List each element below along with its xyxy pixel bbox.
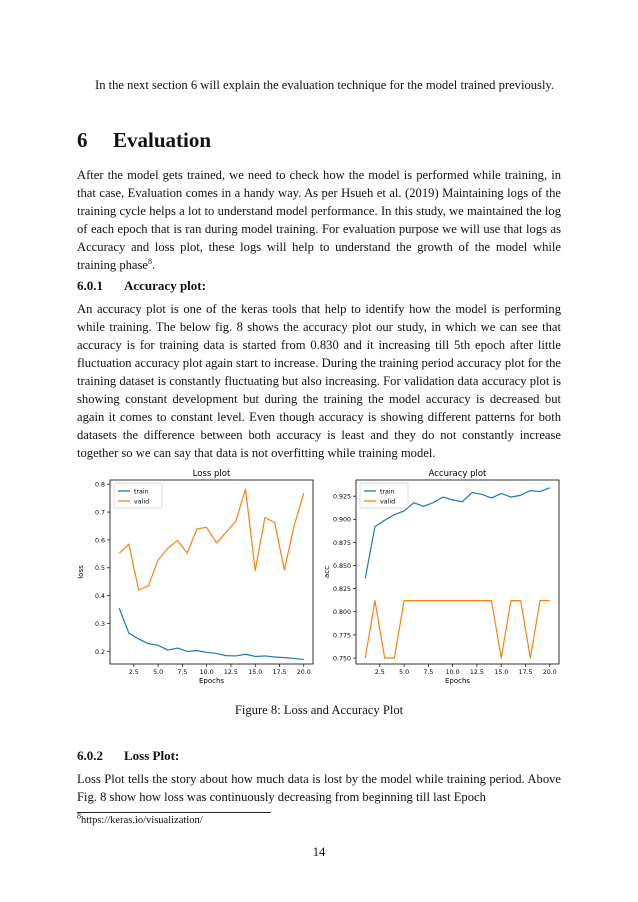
accuracy-x-tick-label: 17.5 — [518, 669, 533, 676]
accuracy-legend-label-valid: valid — [380, 498, 396, 506]
loss-x-tick-label: 15.0 — [248, 669, 263, 676]
loss-accuracy-figure — [77, 466, 561, 696]
loss-x-tick-label: 5.0 — [153, 669, 164, 676]
footnote-link[interactable]: https://keras.io/visualization/ — [81, 815, 203, 826]
loss-chart — [77, 469, 313, 685]
loss-y-tick-label: 0.3 — [94, 620, 105, 628]
subsection-heading-accuracy — [77, 278, 206, 294]
accuracy-y-tick-label: 0.850 — [332, 562, 351, 570]
footnote-number: 8 — [77, 811, 81, 821]
section-paragraph-text: After the model gets trained, we need to check how the model is performed while training, in that case, Evaluation comes in a handy way. As per Hsueh et al. (2019) Maintaining logs of the training cycle helps a lot to understand model performance. In this study, we maintained the log of each epoch that is ran during model training. For evaluation purpose we will use that logs as Accuracy and loss plot, these logs will help to understand the growth of the model while training phase — [77, 168, 561, 272]
accuracy-chart — [323, 469, 559, 685]
loss-x-tick-label: 12.5 — [223, 669, 238, 676]
subsection-number: 6.0.1 — [77, 278, 103, 293]
accuracy-y-tick-label: 0.925 — [332, 493, 351, 501]
loss-x-axis-label: Epochs — [198, 677, 225, 685]
accuracy-x-axis-label: Epochs — [444, 677, 471, 685]
footnote-rule — [77, 812, 271, 813]
subsection-heading-loss — [77, 748, 179, 764]
accuracy-paragraph: An accuracy plot is one of the keras tools that help to identify how the model is performing while training. The below fig. 8 shows the accuracy plot our study, in which we can see that accuracy is for training data is started from 0.830 and it increasing till 5th epoch after little fluctuation accuracy plot again start to increase. During the training period accuracy plot for the training dataset is constantly fluctuating but also increasing. For validation data accuracy plot is showing constant development but during the training the model accuracy is decreased but again it comes to constant level. Even though accuracy is showing different patterns for both datasets the difference between both accuracy is least and they do not constantly increase together so we can say that data is not overfitting while training model. — [77, 302, 561, 460]
loss-y-tick-label: 0.8 — [94, 481, 105, 489]
loss-y-tick-label: 0.4 — [94, 593, 105, 601]
loss-legend-label-train: train — [134, 488, 149, 496]
section-title: Evaluation — [113, 128, 212, 152]
section-number: 6 — [77, 128, 88, 152]
accuracy-x-tick-label: 20.0 — [542, 669, 557, 676]
figure-8 — [77, 466, 561, 701]
accuracy-y-tick-label: 0.800 — [332, 609, 351, 617]
accuracy-x-tick-label: 15.0 — [494, 669, 509, 676]
accuracy-y-tick-label: 0.900 — [332, 516, 351, 524]
page-number: 14 — [312, 845, 326, 859]
figure-caption: Figure 8: Loss and Accuracy Plot — [234, 703, 404, 717]
accuracy-y-tick-label: 0.750 — [332, 655, 351, 663]
loss-x-tick-label: 10.0 — [199, 669, 214, 676]
accuracy-x-tick-label: 10.0 — [445, 669, 460, 676]
loss-y-axis-label: loss — [77, 565, 85, 579]
loss-x-tick-label: 20.0 — [296, 669, 311, 676]
loss-y-tick-label: 0.5 — [94, 565, 105, 573]
accuracy-x-tick-label: 2.5 — [374, 669, 385, 676]
intro-paragraph: In the next section 6 will explain the evaluation technique for the model trained previously. — [95, 78, 555, 92]
loss-y-tick-label: 0.2 — [94, 648, 105, 656]
accuracy-x-tick-label: 7.5 — [423, 669, 434, 676]
accuracy-x-tick-label: 12.5 — [469, 669, 484, 676]
accuracy-x-tick-label: 5.0 — [399, 669, 410, 676]
accuracy-y-tick-label: 0.875 — [332, 539, 351, 547]
loss-y-tick-label: 0.7 — [94, 509, 105, 517]
section-heading — [77, 128, 211, 153]
footnote — [77, 811, 203, 826]
loss-x-tick-label: 17.5 — [272, 669, 287, 676]
subsection-number: 6.0.2 — [77, 748, 103, 763]
loss-x-tick-label: 2.5 — [128, 669, 139, 676]
accuracy-y-tick-label: 0.825 — [332, 586, 351, 594]
loss-x-tick-label: 7.5 — [177, 669, 188, 676]
loss-chart-title: Loss plot — [192, 469, 231, 479]
accuracy-legend-label-train: train — [380, 488, 395, 496]
accuracy-y-tick-label: 0.775 — [332, 632, 351, 640]
accuracy-chart-title: Accuracy plot — [428, 469, 487, 479]
subsection-title: Loss Plot: — [124, 748, 180, 763]
loss-legend-label-valid: valid — [134, 498, 150, 506]
subsection-title: Accuracy plot: — [124, 278, 206, 293]
accuracy-y-axis-label: acc — [323, 566, 331, 578]
section-paragraph: After the model gets trained, we need to check how the model is performed while training, in that case, Evaluation comes in a handy way. As per Hsueh et al. (2019) Maintaining logs of the training cycle helps a lot to understand model performance. In this study, we maintained the log of each epoch that is ran during model training. For evaluation purpose we will use that logs as Accuracy and loss plot, these logs will help to understand the growth of the model while training phase$^8$. — [77, 168, 561, 272]
loss-paragraph: Loss Plot tells the story about how much data is lost by the model while training period. Above Fig. 8 show how loss was continuously decreasing from beginning till last Epoch — [77, 772, 561, 804]
loss-y-tick-label: 0.6 — [94, 537, 105, 545]
footnote-marker: 8 — [148, 256, 152, 266]
